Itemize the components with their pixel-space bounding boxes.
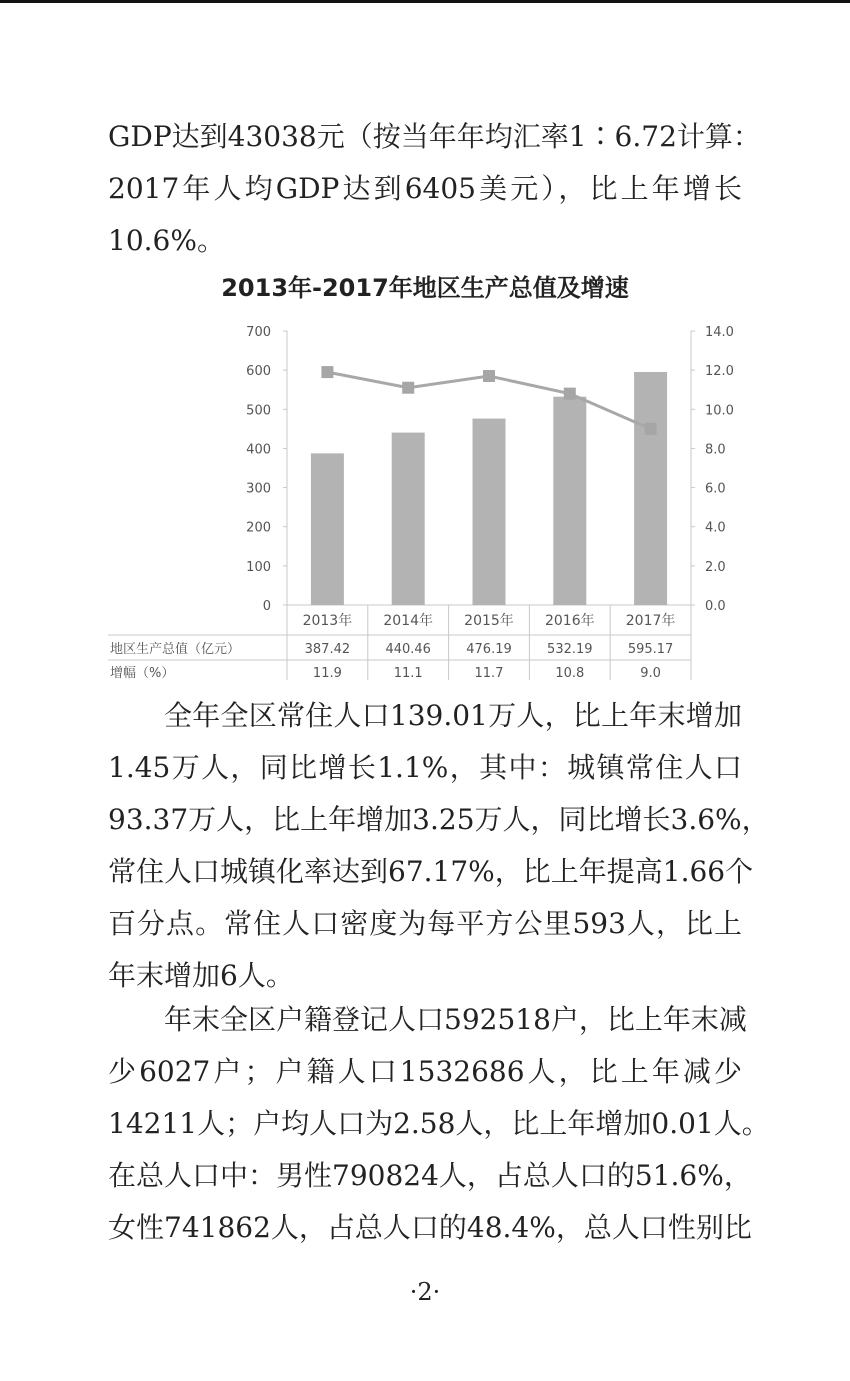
text-line: 女性741862人，占总人口的48.4%，总人口性别比 (108, 1211, 752, 1244)
data-label-growth: 9.0 (640, 666, 661, 680)
y-tick-label: 200 (246, 520, 271, 536)
page-number: ·2· (409, 1278, 441, 1306)
legend-growth: 增幅（%） (110, 666, 175, 680)
text-line: 年末增加6人。 (108, 959, 294, 992)
text-line: 少6027户；户籍人口1532686人，比上年减少 (108, 1055, 742, 1088)
text-line: 14211人；户均人口为2.58人，比上年增加0.01人。 (108, 1107, 770, 1140)
text-line: GDP达到43038元（按当年年均汇率1∶6.72计算： (108, 120, 761, 153)
y-tick-label: 600 (246, 364, 271, 380)
data-label-gdp: 440.46 (385, 642, 431, 657)
legend-gdp: 地区生产总值（亿元） (110, 642, 241, 657)
y2-tick-label: 6.0 (705, 481, 726, 497)
y2-tick-label: 2.0 (705, 559, 726, 575)
text-line: 10.6%。 (108, 224, 225, 257)
page-top-border (0, 0, 850, 3)
data-label-gdp: 476.19 (466, 642, 512, 657)
y-tick-label: 700 (246, 325, 271, 340)
y-tick-label: 400 (246, 442, 271, 458)
growth-point (645, 423, 657, 435)
growth-point (402, 382, 414, 394)
text-line: 2017年人均GDP达到6405美元），比上年增长 (108, 172, 742, 205)
y2-tick-label: 8.0 (705, 442, 726, 458)
y2-tick-label: 4.0 (705, 520, 726, 536)
text-line: 全年全区常住人口139.01万人，比上年末增加 (164, 699, 742, 732)
x-tick-label: 2017年 (625, 613, 676, 629)
text-line: 年末全区户籍登记人口592518户，比上年末减 (164, 1003, 747, 1036)
data-label-gdp: 387.42 (304, 642, 351, 657)
x-tick-label: 2015年 (464, 613, 514, 629)
bar (311, 453, 344, 605)
paragraph-gdp (108, 111, 761, 267)
text-line: 百分点。常住人口密度为每平方公里593人，比上 (108, 907, 742, 940)
text-line: 常住人口城镇化率达到67.17%，比上年提高1.66个 (108, 855, 754, 888)
chart-title: 2013年-2017年地区生产总值及增速 (221, 274, 629, 302)
y-tick-label: 100 (246, 559, 271, 575)
data-label-gdp: 595.17 (627, 642, 674, 657)
y-tick-label: 300 (246, 481, 271, 497)
data-label-growth: 11.7 (474, 666, 504, 680)
paragraph-population (108, 690, 770, 1002)
growth-point (483, 370, 495, 382)
growth-point (321, 366, 333, 378)
x-tick-label: 2013年 (302, 613, 353, 629)
bar (553, 397, 586, 605)
bar (473, 419, 506, 605)
y2-tick-label: 10.0 (705, 403, 734, 419)
text-line: 在总人口中：男性790824人，占总人口的51.6%， (108, 1159, 752, 1192)
bar (392, 433, 425, 605)
bar (634, 372, 667, 605)
text-line: 93.37万人，比上年增加3.25万人，同比增长3.6%， (108, 803, 770, 836)
y2-tick-label: 14.0 (705, 325, 734, 340)
y2-tick-label: 0.0 (705, 599, 726, 614)
data-label-growth: 11.1 (393, 666, 423, 680)
gdp-growth-chart (0, 310, 850, 680)
data-label-gdp: 532.19 (547, 642, 593, 657)
x-tick-label: 2014年 (383, 613, 434, 629)
data-label-growth: 10.8 (555, 666, 585, 680)
data-label-growth: 11.9 (312, 666, 342, 680)
y2-tick-label: 12.0 (705, 364, 734, 380)
y-tick-label: 500 (246, 403, 271, 419)
text-line: 1.45万人，同比增长1.1%，其中：城镇常住人口 (108, 751, 742, 784)
y-tick-label: 0 (262, 599, 271, 614)
paragraph-household (108, 994, 770, 1254)
x-tick-label: 2016年 (544, 613, 595, 629)
growth-point (564, 388, 576, 400)
